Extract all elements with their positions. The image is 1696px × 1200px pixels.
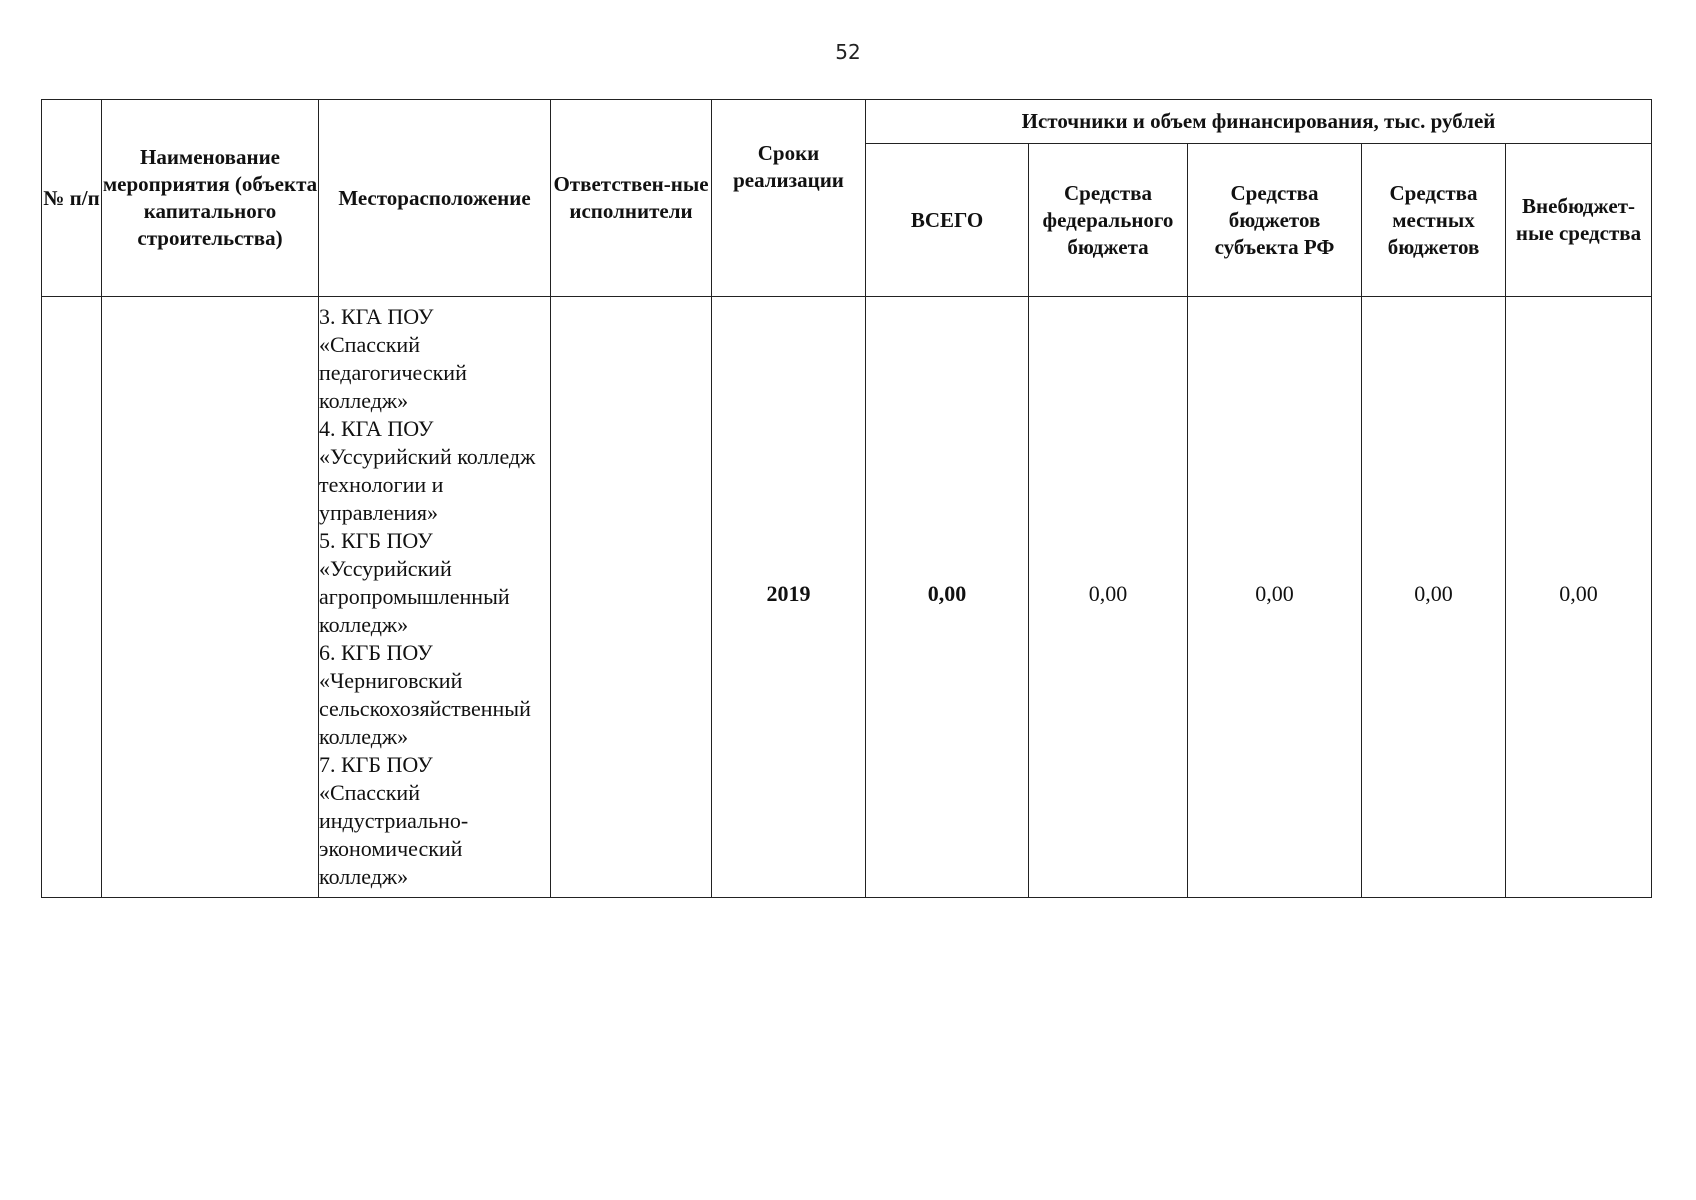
location-line: управления» — [319, 500, 439, 525]
extrabudget-value: 0,00 — [1559, 581, 1598, 606]
local-value: 0,00 — [1414, 581, 1453, 606]
location-line: 4. КГА ПОУ — [319, 416, 434, 441]
cell-location — [319, 297, 551, 898]
subject-value: 0,00 — [1255, 581, 1294, 606]
header-responsible: Ответствен-ные исполнители — [551, 100, 712, 297]
location-line: педагогический — [319, 360, 467, 385]
cell-responsible — [551, 297, 712, 898]
header-total: ВСЕГО — [866, 144, 1029, 297]
header-name: Наименование мероприятия (объекта капитального строительства) — [102, 100, 319, 297]
table-row — [42, 297, 1652, 898]
cell-num — [42, 297, 102, 898]
cell-total — [866, 297, 1029, 898]
cell-local — [1362, 297, 1506, 898]
location-line: агропромышленный — [319, 584, 510, 609]
page-number: 52 — [835, 40, 861, 64]
location-line: 6. КГБ ПОУ — [319, 640, 433, 665]
location-list — [319, 303, 550, 891]
header-terms: Сроки реализации — [712, 100, 866, 297]
header-extrabudget: Внебюджет-ные средства — [1506, 144, 1652, 297]
header-federal: Средства федерального бюджета — [1029, 144, 1188, 297]
location-line: «Спасский — [319, 332, 420, 357]
location-line: «Уссурийский колледж — [319, 444, 536, 469]
cell-subject — [1188, 297, 1362, 898]
location-line: колледж» — [319, 388, 409, 413]
location-line: сельскохозяйственный — [319, 696, 531, 721]
header-row-top — [42, 100, 1652, 144]
location-line: «Спасский — [319, 780, 420, 805]
total-value: 0,00 — [927, 581, 967, 606]
cell-terms — [712, 297, 866, 898]
terms-value: 2019 — [766, 581, 811, 606]
location-line: колледж» — [319, 724, 409, 749]
location-line: технологии и — [319, 472, 444, 497]
location-line: 5. КГБ ПОУ — [319, 528, 433, 553]
header-subject: Средства бюджетов субъекта РФ — [1188, 144, 1362, 297]
location-line: 3. КГА ПОУ — [319, 304, 434, 329]
location-line: колледж» — [319, 612, 409, 637]
location-line: экономический — [319, 836, 463, 861]
header-local: Средства местных бюджетов — [1362, 144, 1506, 297]
header-sources-group: Источники и объем финансирования, тыс. рублей — [866, 100, 1652, 144]
location-line: «Уссурийский — [319, 556, 452, 581]
financing-table — [41, 99, 1652, 898]
location-line: 7. КГБ ПОУ — [319, 752, 433, 777]
cell-name — [102, 297, 319, 898]
location-line: «Черниговский — [319, 668, 463, 693]
header-num: № п/п — [42, 100, 102, 297]
location-line: колледж» — [319, 864, 409, 889]
cell-extrabudget — [1506, 297, 1652, 898]
location-line: индустриально- — [319, 808, 469, 833]
cell-federal — [1029, 297, 1188, 898]
federal-value: 0,00 — [1088, 581, 1128, 606]
header-location: Месторасположение — [319, 100, 551, 297]
